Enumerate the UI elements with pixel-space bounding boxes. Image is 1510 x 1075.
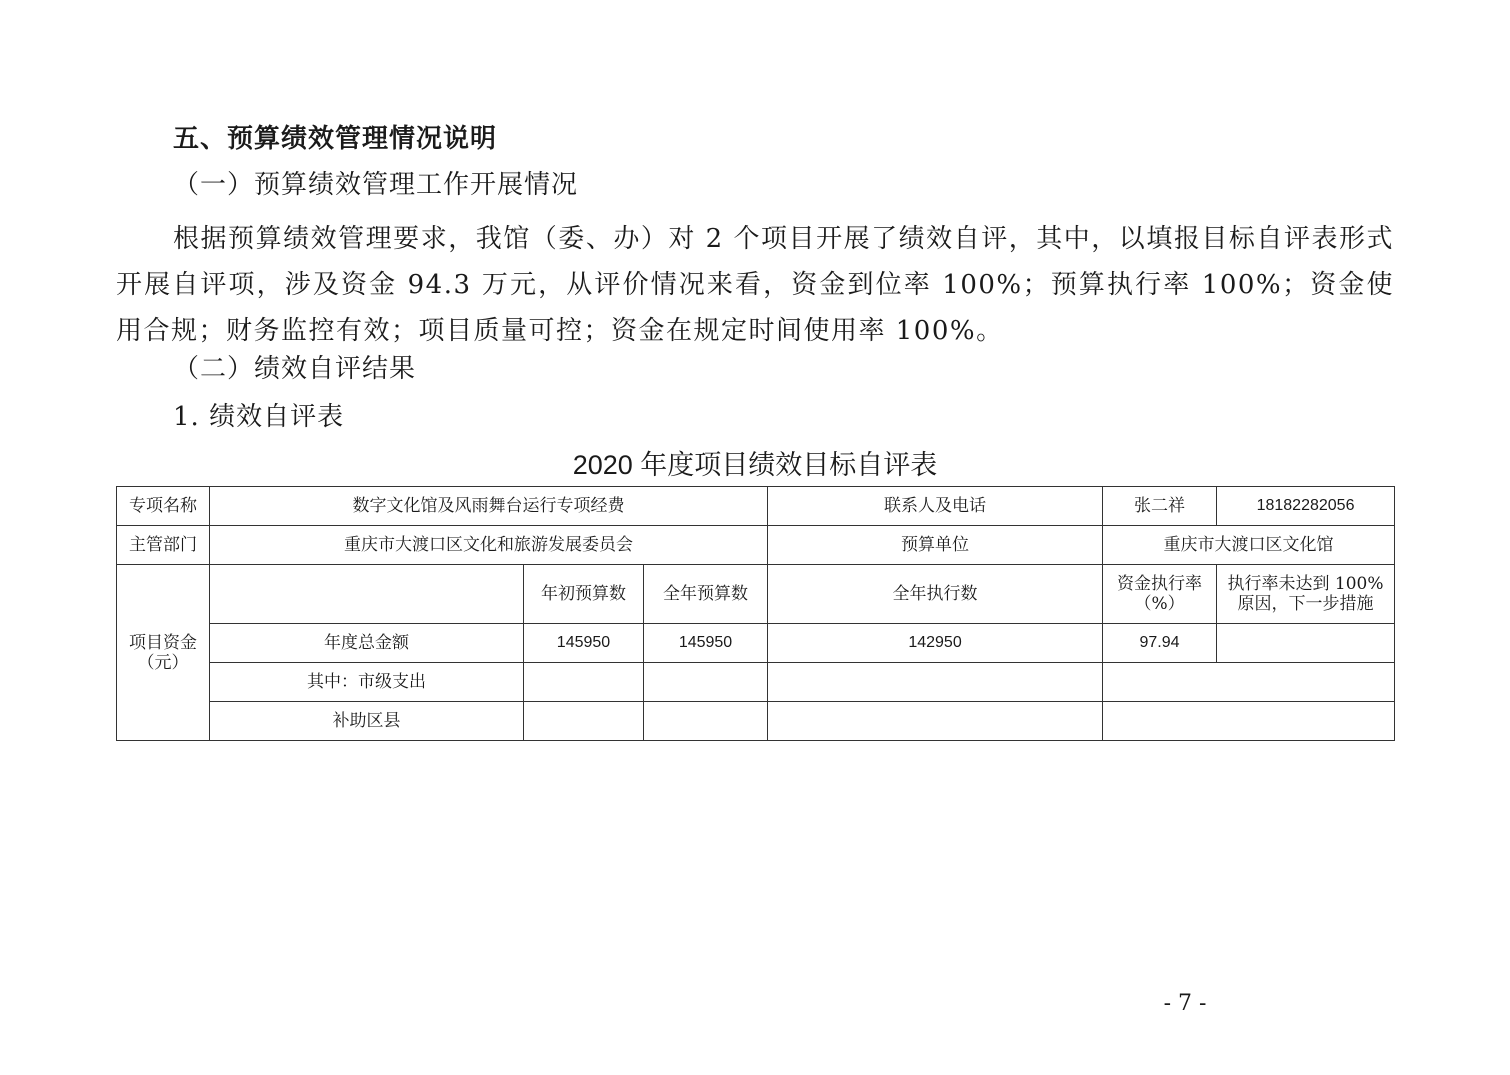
total-reason <box>1217 624 1395 663</box>
subheading-self-evaluation-table: 1. 绩效自评表 <box>173 402 345 432</box>
header-annual-executed: 全年执行数 <box>768 565 1103 624</box>
subheading-self-evaluation-results: （二）绩效自评结果 <box>173 354 417 384</box>
performance-table <box>116 486 1395 741</box>
table-row <box>117 487 1395 526</box>
header-shortfall-reason: 执行率未达到 100%原因，下一步措施 <box>1217 565 1395 624</box>
project-name-label: 专项名称 <box>117 487 210 526</box>
table-row <box>117 565 1395 624</box>
project-funds-label: 项目资金（元） <box>117 565 210 741</box>
city-initial <box>524 663 644 702</box>
total-executed: 142950 <box>768 624 1103 663</box>
city-annual <box>644 663 768 702</box>
body-paragraph: 根据预算绩效管理要求，我馆（委、办）对 2 个项目开展了绩效自评，其中，以填报目标自评表形式开展自评项，涉及资金 94.3 万元，从评价情况来看，资金到位率 100%；预算执行率 100%；资金使用合规；财务监控有效；项目质量可控；资金在规定时间使用率 100%。 <box>116 224 1394 346</box>
contact-name: 张二祥 <box>1103 487 1217 526</box>
section-heading: 五、预算绩效管理情况说明 <box>173 124 498 154</box>
city-rate <box>1103 663 1395 702</box>
header-annual-budget: 全年预算数 <box>644 565 768 624</box>
header-execution-rate: 资金执行率（%） <box>1103 565 1217 624</box>
project-name-value: 数字文化馆及风雨舞台运行专项经费 <box>210 487 768 526</box>
table-row <box>117 624 1395 663</box>
subsidy-executed <box>768 702 1103 741</box>
total-annual: 145950 <box>644 624 768 663</box>
department-value: 重庆市大渡口区文化和旅游发展委员会 <box>210 526 768 565</box>
department-label: 主管部门 <box>117 526 210 565</box>
header-initial-budget: 年初预算数 <box>524 565 644 624</box>
table-row <box>117 526 1395 565</box>
city-executed <box>768 663 1103 702</box>
table-row <box>117 702 1395 741</box>
total-label: 年度总金额 <box>210 624 524 663</box>
subsidy-initial <box>524 702 644 741</box>
total-initial: 145950 <box>524 624 644 663</box>
subsidy-rate <box>1103 702 1395 741</box>
subheading-work-progress: （一）预算绩效管理工作开展情况 <box>173 170 579 200</box>
contact-label: 联系人及电话 <box>768 487 1103 526</box>
budget-unit-label: 预算单位 <box>768 526 1103 565</box>
table-title: 2020 年度项目绩效目标自评表 <box>572 450 938 480</box>
city-spending-label: 其中：市级支出 <box>210 663 524 702</box>
page-number: - 7 - <box>1163 991 1207 1016</box>
contact-phone: 18182282056 <box>1217 487 1395 526</box>
empty-header-cell <box>210 565 524 624</box>
budget-unit-value: 重庆市大渡口区文化馆 <box>1103 526 1395 565</box>
district-subsidy-label: 补助区县 <box>210 702 524 741</box>
total-rate: 97.94 <box>1103 624 1217 663</box>
table-row <box>117 663 1395 702</box>
subsidy-annual <box>644 702 768 741</box>
